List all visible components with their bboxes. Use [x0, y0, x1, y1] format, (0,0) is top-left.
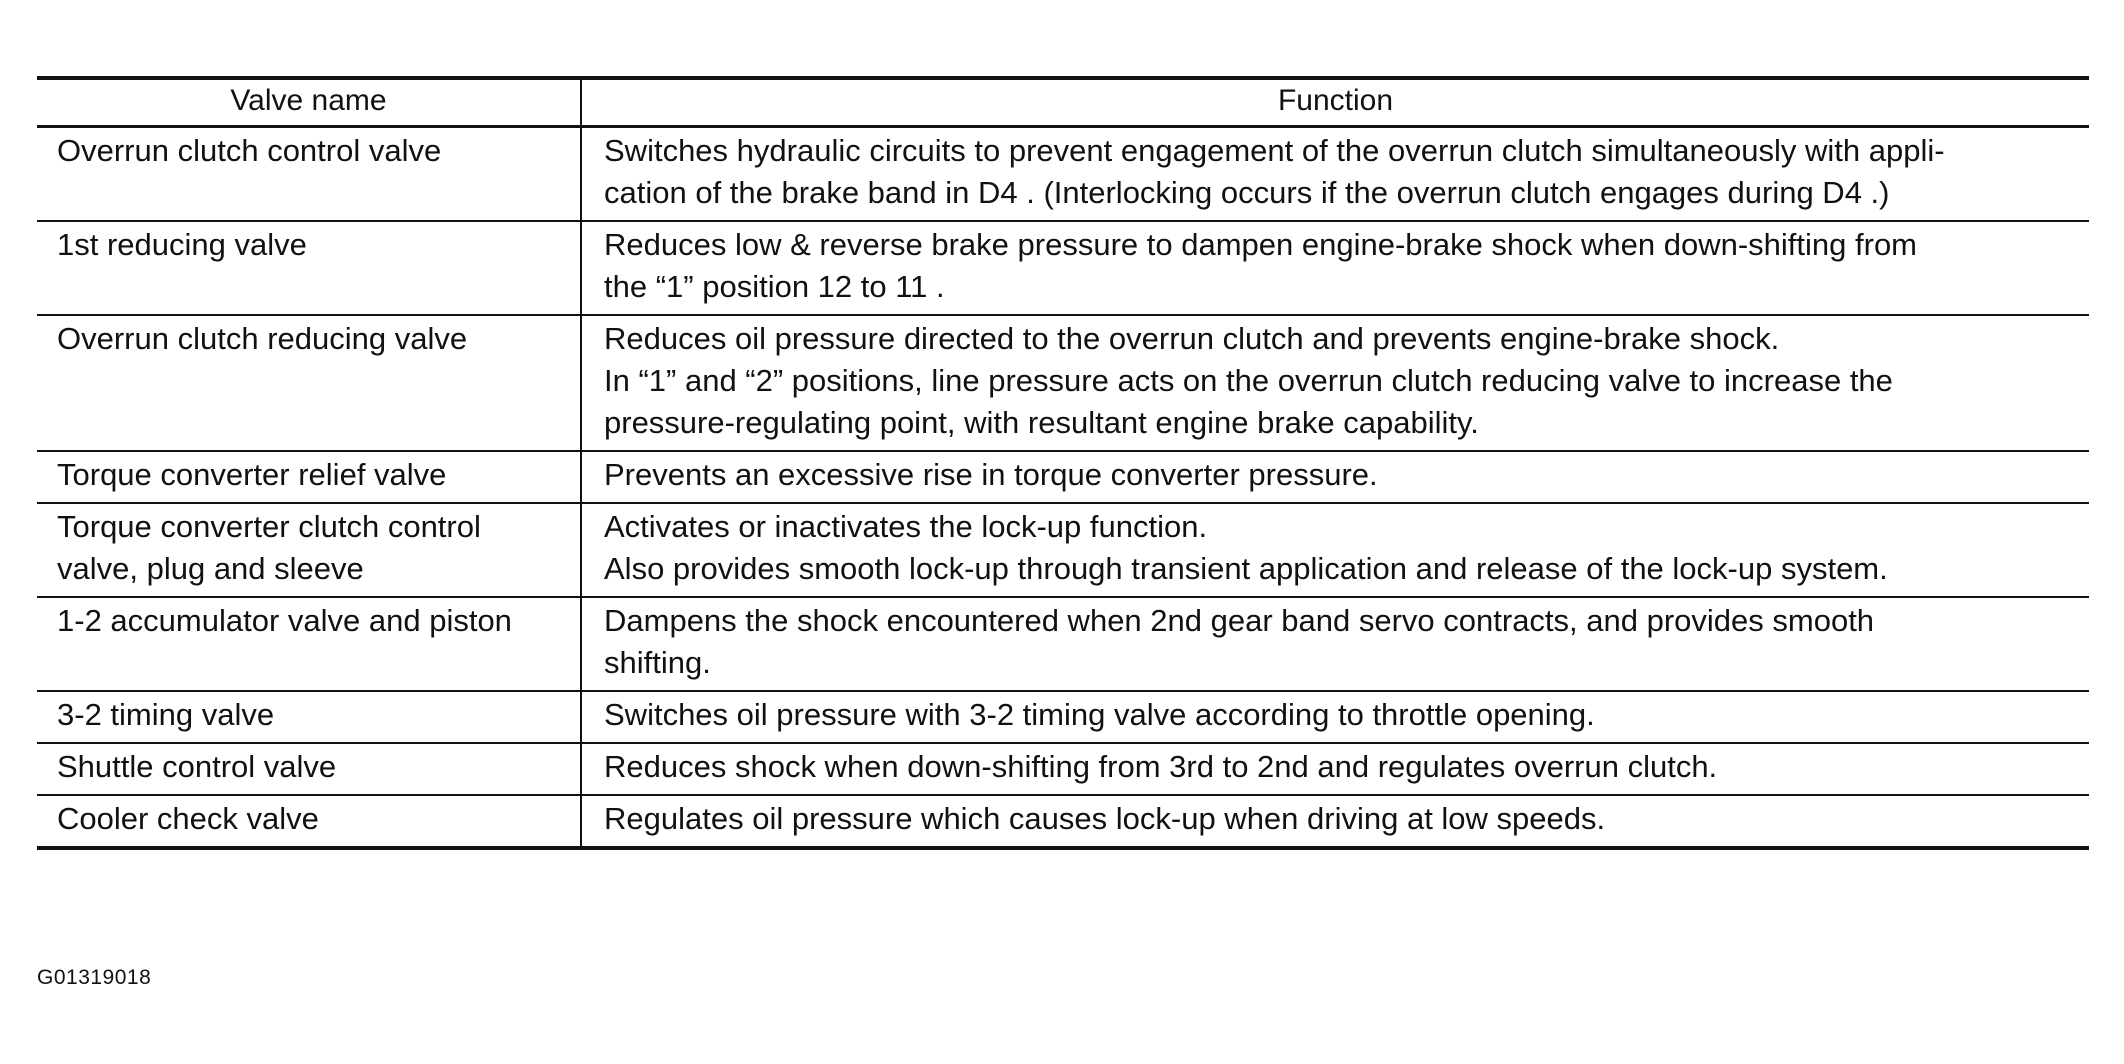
function-text-line: pressure-regulating point, with resultant engine brake capability.: [604, 404, 1479, 440]
function-text-line: In “1” and “2” positions, line pressure acts on the overrun clutch reducing valve to increase the: [604, 362, 1893, 398]
table-row: [37, 503, 2089, 597]
valve-name-cell: 3-2 timing valve: [37, 691, 581, 743]
function-text-line: Reduces shock when down-shifting from 3rd to 2nd and regulates overrun clutch.: [604, 748, 1718, 784]
figure-id: G01319018: [37, 966, 152, 989]
function-text-line: Also provides smooth lock-up through transient application and release of the lock-up system.: [604, 550, 1888, 586]
function-text-line: Reduces oil pressure directed to the overrun clutch and prevents engine-brake shock.: [604, 320, 1780, 356]
valve-name-cell: Cooler check valve: [37, 795, 581, 848]
valve-name-cell: Torque converter clutch control valve, plug and sleeve: [37, 503, 581, 597]
function-text-line: cation of the brake band in D4 . (Interlocking occurs if the overrun clutch engages during D4 .): [604, 174, 1890, 210]
function-cell: [581, 691, 2089, 743]
table-body: [37, 126, 2089, 848]
function-cell: [581, 126, 2089, 221]
valve-function-table: [37, 76, 2089, 850]
valve-name-cell: 1st reducing valve: [37, 221, 581, 315]
valve-name-cell: Overrun clutch control valve: [37, 126, 581, 221]
table-row: [37, 126, 2089, 221]
header-function: Function: [581, 78, 2089, 126]
valve-name-cell: Overrun clutch reducing valve: [37, 315, 581, 451]
table-header: [37, 78, 2089, 126]
function-cell: [581, 743, 2089, 795]
table-row: [37, 221, 2089, 315]
function-cell: [581, 221, 2089, 315]
header-row: [37, 78, 2089, 126]
function-text-line: shifting.: [604, 644, 711, 680]
function-text-line: Dampens the shock encountered when 2nd gear band servo contracts, and provides smooth: [604, 602, 1875, 638]
table-row: [37, 597, 2089, 691]
function-text-line: Switches hydraulic circuits to prevent engagement of the overrun clutch simultaneously with appli-: [604, 132, 1945, 168]
header-valve-name: Valve name: [37, 78, 581, 126]
table-row: [37, 795, 2089, 848]
function-cell: [581, 315, 2089, 451]
table-row: [37, 691, 2089, 743]
function-text-line: Prevents an excessive rise in torque converter pressure.: [604, 456, 1378, 492]
table-row: [37, 451, 2089, 503]
document-sheet: [37, 76, 2089, 850]
function-text-line: Regulates oil pressure which causes lock-up when driving at low speeds.: [604, 800, 1606, 836]
function-text-line: Activates or inactivates the lock-up function.: [604, 508, 1208, 544]
function-cell: [581, 451, 2089, 503]
function-text-line: Switches oil pressure with 3-2 timing valve according to throttle opening.: [604, 696, 1595, 732]
table-row: [37, 743, 2089, 795]
function-cell: [581, 597, 2089, 691]
function-cell: [581, 795, 2089, 848]
function-cell: [581, 503, 2089, 597]
valve-name-cell: Shuttle control valve: [37, 743, 581, 795]
valve-name-cell: Torque converter relief valve: [37, 451, 581, 503]
valve-name-cell: 1-2 accumulator valve and piston: [37, 597, 581, 691]
table-row: [37, 315, 2089, 451]
function-text-line: the “1” position 12 to 11 .: [604, 268, 945, 304]
function-text-line: Reduces low & reverse brake pressure to dampen engine-brake shock when down-shifting from: [604, 226, 1918, 262]
